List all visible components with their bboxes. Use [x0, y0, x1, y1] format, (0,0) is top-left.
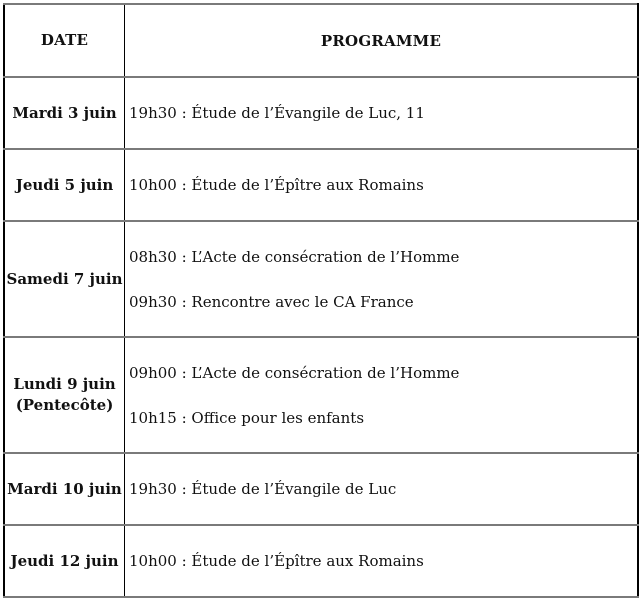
event-spacer: [129, 383, 637, 408]
programme-cell: [125, 525, 639, 597]
event-item: 10h00 : Étude de l’Épître aux Romains: [129, 552, 424, 570]
table-row: [4, 337, 638, 453]
date-label: Samedi 7 juin: [6, 269, 123, 288]
event-item: 19h30 : Étude de l’Évangile de Luc, 11: [129, 104, 425, 122]
event-item: 19h30 : Étude de l’Évangile de Luc: [129, 480, 397, 498]
date-cell: [4, 337, 125, 453]
table-header-row: [4, 4, 638, 77]
date-label: Mardi 3 juin: [12, 103, 117, 122]
table-row: [4, 221, 638, 337]
event-item: 10h15 : Office pour les enfants: [129, 408, 365, 427]
date-label: Jeudi 12 juin: [10, 551, 119, 570]
date-cell: [4, 525, 125, 597]
date-label: Lundi 9 juin: [13, 375, 116, 393]
programme-cell: [125, 337, 639, 453]
date-label: Mardi 10 juin: [7, 479, 122, 498]
programme-cell: [125, 149, 639, 221]
event-item: 10h00 : Étude de l’Épître aux Romains: [129, 176, 424, 194]
column-header-programme: PROGRAMME: [125, 4, 639, 77]
programme-cell: [125, 221, 639, 337]
table-row: [4, 525, 638, 597]
programme-cell: [125, 453, 639, 525]
table-row: [4, 149, 638, 221]
programme-cell: [125, 77, 639, 149]
date-cell: [4, 77, 125, 149]
date-cell: [4, 149, 125, 221]
date-cell: [4, 221, 125, 337]
table-row: [4, 453, 638, 525]
event-item: 08h30 : L’Acte de consécration de l’Homme: [129, 247, 460, 266]
event-spacer: [129, 267, 637, 292]
table-row: [4, 77, 638, 149]
schedule-table: [3, 3, 639, 598]
event-item: 09h00 : L’Acte de consécration de l’Homme: [129, 363, 460, 382]
event-item: 09h30 : Rencontre avec le CA France: [129, 292, 414, 311]
date-note: (Pentecôte): [15, 396, 114, 414]
date-cell: [4, 453, 125, 525]
column-header-date: DATE: [4, 4, 125, 77]
date-label: Jeudi 5 juin: [15, 175, 114, 194]
